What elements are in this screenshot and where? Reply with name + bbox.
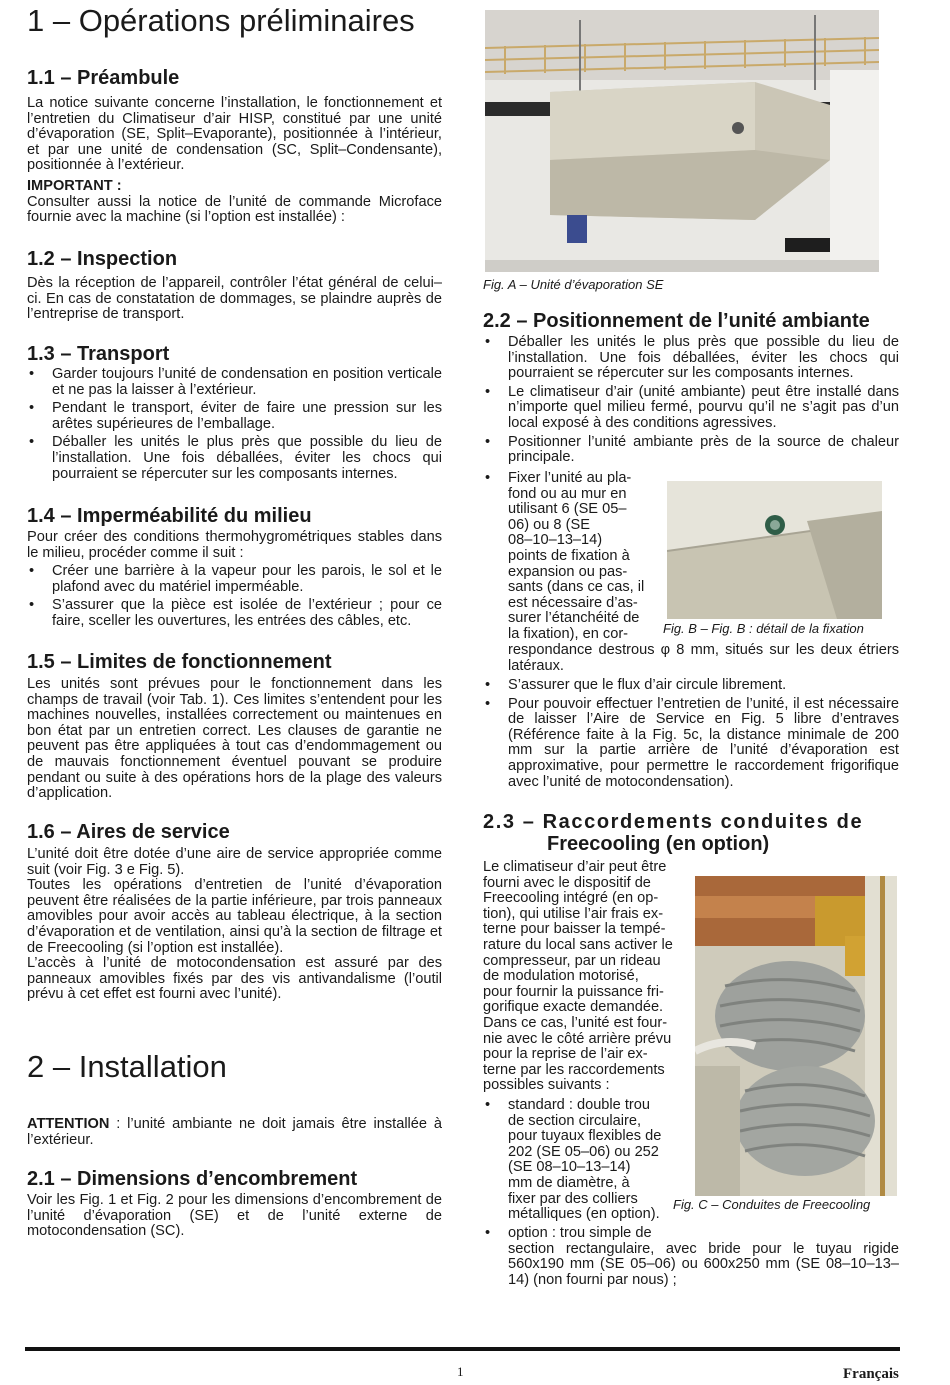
list-item: • S’assurer que le flux d’air circule librement.	[483, 678, 899, 694]
standard-line: pour tuyaux flexibles de	[508, 1128, 662, 1145]
fixation-line: surer l’étanchéité de	[508, 610, 640, 627]
figure-b-caption: Fig. B – Fig. B : détail de la fixation	[663, 621, 864, 636]
freecooling-line: rature du local sans activer le	[483, 936, 673, 953]
figure-c-photo	[695, 876, 897, 1196]
freecooling-line: nie avec le côté arrière prévu	[483, 1030, 672, 1047]
freecooling-line: de modulation motorisé,	[483, 968, 639, 985]
fixation-line: Fixer l’unité au pla-	[508, 470, 632, 486]
freecooling-paragraph	[483, 860, 673, 1094]
fixation-item: • Fixer l’unité au pla- fond ou au mur en utilisant 6 (SE 05– 06) ou 8 (SE 08–10–13–14) points de fixation à expansion ou pas- sants (dans ce cas, il est nécessaire d’as- surer l’étanchéité de la fixation), en cor-	[483, 471, 653, 643]
important-paragraph: Consulter aussi la notice de l’unité de commande Microface fournie avec la machine (si l’option est installée) :	[27, 193, 442, 226]
chapter-1-title: 1 – Opérations préliminaires	[27, 3, 415, 38]
list-item: • Garder toujours l’unité de condensation en position verticale et ne pas la laisser à l’extérieur.	[27, 367, 442, 398]
page-number: 1	[457, 1364, 464, 1379]
important-label: IMPORTANT :	[27, 177, 122, 194]
standard-line: fixer par des colliers	[508, 1190, 638, 1207]
standard-line: (SE 08–10–13–14)	[508, 1159, 631, 1176]
chapter-2-title: 2 – Installation	[27, 1049, 227, 1084]
freecooling-line: pour la reprise de l’air ex-	[483, 1046, 648, 1063]
fixation-line: 06) ou 8 (SE	[508, 516, 590, 533]
fixation-line: la fixation), en cor-	[508, 625, 629, 642]
list-item: • Déballer les unités le plus près que possible du lieu de l’installation. Une fois déballées, éviter les chocs qui pourraient se répercuter sur les composants internes.	[27, 435, 442, 482]
freecooling-line: pour fournir la puissance fri-	[483, 983, 664, 1000]
fixation-line: sants (dans ce cas, il	[508, 579, 645, 596]
impermeability-paragraph: Pour créer des conditions thermohygrométriques stables dans le milieu, procéder comme il suit :	[27, 529, 442, 561]
freecooling-line: Freecooling intégré (en op-	[483, 890, 659, 907]
figure-b-photo	[667, 481, 882, 619]
freecooling-line: terne pour baisser la tempé-	[483, 921, 666, 938]
list-item: • Positionner l’unité ambiante près de la source de chaleur principale.	[483, 435, 899, 466]
option-item: • option : trou simple de section rectangulaire, avec bride pour le tuyau rigide 560x190 mm (SE 05–06) ou 600x250 mm (SE 08–10–13–14) (non fourni par nous) ;	[485, 1225, 899, 1288]
freecooling-line: possibles suivants :	[483, 1077, 610, 1094]
freecooling-line: terne par les raccordements	[483, 1061, 665, 1078]
option-line: option : trou simple de	[508, 1225, 652, 1241]
fixation-line: expansion ou pas-	[508, 563, 628, 580]
preamble-paragraph: La notice suivante concerne l’installation, le fonctionnement et l’entretien du Climatiseur d’air HISP, constitué par une unité d’évaporation (SE, Split–Evaporante), positionnée à l’intérieur, et par une unité de condensation (SC, Split–Condensante), positionnée à l’extérieur.	[27, 95, 442, 174]
footer-rule	[25, 1347, 900, 1351]
impermeability-list	[27, 564, 442, 629]
list-item: • Pour pouvoir effectuer l’entretien de l’unité, il est nécessaire de laisser l’Aire de Service en Fig. 5 libre d’entraves (Référence faite à la Fig. 5c, la distance minimale de 200 mm sur la partie arrière de l’unité d’évaporation est approximative, pour permettre le raccordement frigorifique avec l’unité de motocondensation).	[483, 697, 899, 791]
attention-paragraph: ATTENTION : l’unité ambiante ne doit jamais être installée à l’extérieur.	[27, 1116, 442, 1148]
language-label: Français	[843, 1366, 899, 1382]
fixation-line: fond ou au mur en	[508, 485, 627, 502]
fixation-line: 08–10–13–14)	[508, 532, 603, 549]
fixation-end: respondance destrous φ 8 mm, situés sur les deux étriers latéraux.	[508, 642, 899, 674]
service-paragraph-1: L’unité doit être dotée d’une aire de service appropriée comme suit (voir Fig. 3 e Fig. 5).	[27, 846, 442, 878]
list-item: • Déballer les unités le plus près que possible du lieu de l’installation. Une fois déballées, éviter les chocs qui pourraient se répercuter sur les composants internes.	[483, 335, 899, 382]
section-1-2-title: 1.2 – Inspection	[27, 248, 178, 270]
limits-paragraph: Les unités sont prévues pour le fonctionnement dans les champs de travail (voir Tab. 1). Ces limites s’entendent pour les machines nouvelles, installées correctement ou maintenues en bon état par un entretien correct. Les clauses de garantie ne peuvent pas être appliquées à tout cas d’endommagement ou de mauvais fonctionnement éventuel pouvant se produire pendant ou suite à des opérations hors de la plage des valeurs d’application.	[27, 676, 442, 802]
positioning-list-2	[483, 678, 899, 790]
section-1-1-title: 1.1 – Préambule	[27, 67, 180, 89]
section-2-1-title: 2.1 – Dimensions d’encombrement	[27, 1168, 358, 1190]
service-paragraph-2: Toutes les opérations d’entretien de l’unité d’évaporation peuvent être réalisées de la partie inférieure, par trois panneaux amovibles pour avoir accès au tableau électrique, à la section d’évaporation et de ventilation, ainsi qu’à la section de filtrage et de Freecooling (si l’option est installée).	[27, 877, 442, 956]
transport-list	[27, 367, 442, 482]
section-1-4-title: 1.4 – Imperméabilité du milieu	[27, 505, 312, 527]
figure-c-caption: Fig. C – Conduites de Freecooling	[673, 1197, 871, 1212]
fixation-line: points de fixation à	[508, 547, 630, 564]
list-item: • Pendant le transport, éviter de faire une pression sur les arêtes supérieures de l’emballage.	[27, 401, 442, 432]
freecooling-line: fourni avec le dispositif de	[483, 874, 651, 891]
section-2-2-title: 2.2 – Positionnement de l’unité ambiante	[483, 310, 870, 332]
standard-line: standard : double trou	[508, 1097, 650, 1113]
freecooling-line: Dans ce cas, l’unité est four-	[483, 1014, 668, 1031]
service-paragraph-3: L’accès à l’unité de motocondensation est assuré par des panneaux amovibles fixés par des vis antivandalisme (l’outil prévu à cet effet est fourni avec l’unité).	[27, 955, 442, 1003]
freecooling-line: compresseur, par un rideau	[483, 952, 661, 969]
figure-a-caption: Fig. A – Unité d’évaporation SE	[483, 277, 664, 292]
list-item: • S’assurer que la pièce est isolée de l’extérieur ; pour ce faire, sceller les ouvertures, les entrées des câbles, etc.	[27, 598, 442, 629]
section-1-6-title: 1.6 – Aires de service	[27, 821, 230, 843]
standard-item: • standard : double trou de section circulaire, pour tuyaux flexibles de 202 (SE 05–06) ou 252 (SE 08–10–13–14) mm de diamètre, à fixer par des colliers métalliques (en option).	[483, 1098, 673, 1223]
standard-line: de section circulaire,	[508, 1112, 642, 1129]
standard-line: mm de diamètre, à	[508, 1174, 630, 1191]
fixation-line: est nécessaire d’as-	[508, 594, 638, 611]
positioning-list	[483, 335, 899, 466]
list-item: • Créer une barrière à la vapeur pour les parois, le sol et le plafond avec du matériel imperméable.	[27, 564, 442, 595]
fixation-line: utilisant 6 (SE 05–	[508, 501, 627, 518]
dimensions-paragraph: Voir les Fig. 1 et Fig. 2 pour les dimensions d’encombrement de l’unité d’évaporation (SE) et de l’unité externe de motocondensation (SC).	[27, 1192, 442, 1240]
standard-line: 202 (SE 05–06) ou 252	[508, 1143, 659, 1160]
option-line: section rectangulaire, avec bride pour le tuyau rigide 560x190 mm (SE 05–06) ou 600x250 mm (SE 08–10–13–14) (non fourni par nous) ;	[508, 1240, 899, 1288]
freecooling-line: tion), qui utilise l’air frais ex-	[483, 905, 664, 922]
section-1-3-title: 1.3 – Transport	[27, 343, 170, 365]
freecooling-line: Le climatiseur d’air peut être	[483, 859, 667, 875]
standard-line: métalliques (en option).	[508, 1206, 660, 1223]
figure-a-photo	[485, 10, 879, 272]
inspection-paragraph: Dès la réception de l’appareil, contrôler l’état général de celui–ci. En cas de constatation de dommages, se plaindre auprès de l’entreprise de transport.	[27, 275, 442, 323]
attention-label: ATTENTION	[27, 1116, 110, 1132]
freecooling-line: gorifique exacte demandée.	[483, 999, 664, 1016]
list-item: • Le climatiseur d’air (unité ambiante) peut être installé dans n’importe quel milieu fermé, pourvu qu’il ne s’agit pas d’un local exposé à des conditions agressives.	[483, 385, 899, 432]
section-2-3-title: 2.3 – Raccordements conduites de Freecooling (en option)	[483, 811, 864, 855]
section-1-5-title: 1.5 – Limites de fonctionnement	[27, 651, 332, 673]
